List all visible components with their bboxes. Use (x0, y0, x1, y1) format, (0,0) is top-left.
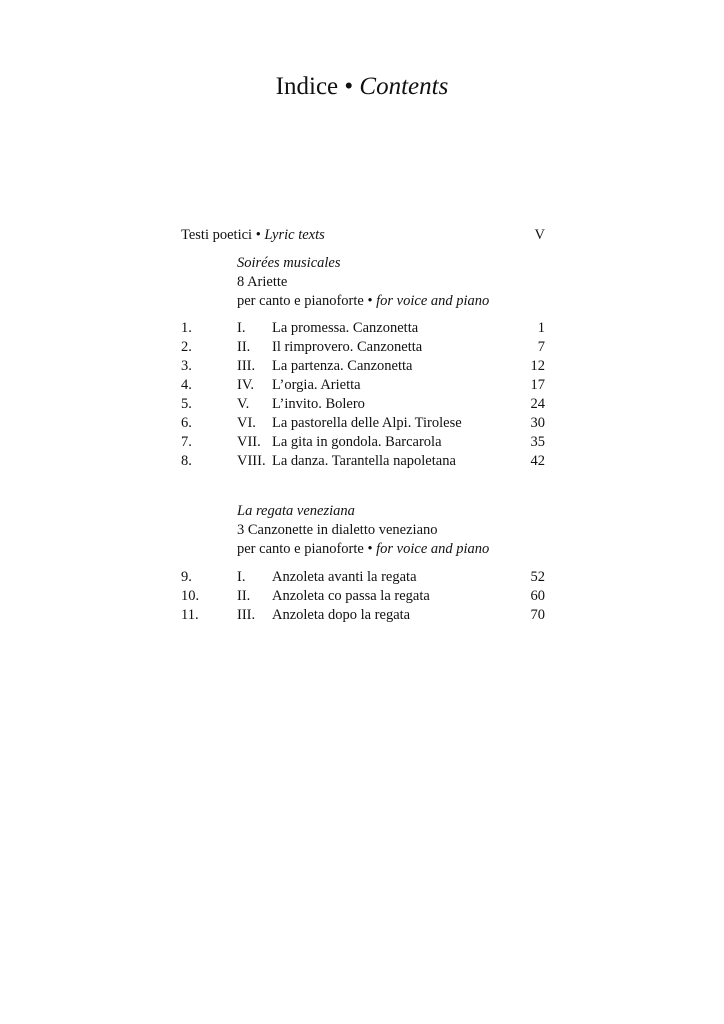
entry-page: 35 (530, 434, 545, 450)
page-title (0, 72, 724, 102)
entry-roman: II. (237, 588, 251, 604)
entry-title: L’orgia. Arietta (272, 377, 361, 393)
entry-number: 10. (181, 588, 200, 604)
toc-entry[interactable] (181, 587, 545, 606)
entry-number: 2. (181, 339, 192, 355)
entry-roman: VII. (237, 434, 261, 450)
entry-roman: II. (237, 339, 251, 355)
entry-roman: V. (237, 396, 250, 412)
toc-entry[interactable] (181, 338, 545, 357)
entry-roman: VI. (237, 415, 256, 431)
page-number: V (534, 227, 545, 243)
toc-entry[interactable] (181, 606, 545, 625)
entry-page: 70 (530, 607, 545, 623)
entry-page: 7 (537, 339, 545, 355)
entry-number: 7. (181, 434, 192, 450)
toc-entry[interactable] (181, 568, 545, 587)
toc-entry[interactable] (181, 376, 545, 395)
section-title: Soirées musicales (237, 255, 341, 271)
entry-number: 11. (181, 607, 199, 623)
instrumentation-en: for voice and piano (376, 293, 490, 309)
entry-title: La pastorella delle Alpi. Tirolese (272, 415, 462, 431)
section-subtitle: 8 Ariette (237, 274, 288, 290)
instrumentation-separator: • (367, 293, 373, 309)
toc-entry[interactable] (181, 395, 545, 414)
entry-roman: I. (237, 569, 246, 585)
toc-entry[interactable] (181, 357, 545, 376)
entry-title: La partenza. Canzonetta (272, 358, 413, 374)
instrumentation-separator: • (367, 541, 373, 557)
toc-entry-lyric-texts[interactable] (181, 226, 545, 245)
entry-number: 1. (181, 320, 192, 336)
entry-title: La gita in gondola. Barcarola (272, 434, 442, 450)
instrumentation-it: per canto e pianoforte (237, 541, 364, 557)
entry-number: 4. (181, 377, 192, 393)
entry-title: Anzoleta dopo la regata (272, 607, 411, 623)
section-subtitle: 3 Canzonette in dialetto veneziano (237, 522, 438, 538)
entry-number: 9. (181, 569, 192, 585)
lyric-texts-label: Testi poetici (181, 227, 253, 243)
entry-page: 30 (530, 415, 545, 431)
entry-title: La promessa. Canzonetta (272, 320, 419, 336)
entry-page: 42 (530, 453, 545, 469)
entry-title: Anzoleta avanti la regata (272, 569, 417, 585)
instrumentation-it: per canto e pianoforte (237, 293, 364, 309)
entry-roman: VIII. (237, 453, 266, 469)
lyric-texts-label-en: Lyric texts (264, 227, 325, 243)
entry-roman: III. (237, 358, 256, 374)
entry-page: 12 (530, 358, 545, 374)
section-instrumentation (237, 540, 489, 559)
entry-roman: III. (237, 607, 256, 623)
entry-page: 17 (530, 377, 545, 393)
instrumentation-en: for voice and piano (376, 541, 490, 557)
entry-number: 8. (181, 453, 192, 469)
toc-entry[interactable] (181, 414, 545, 433)
entry-roman: IV. (237, 377, 255, 393)
lyric-texts-separator: • (255, 227, 261, 243)
entry-page: 1 (537, 320, 545, 336)
title-separator: • (344, 73, 354, 100)
toc-entry[interactable] (181, 433, 545, 452)
entry-number: 5. (181, 396, 192, 412)
page-title-en: Contents (359, 73, 449, 100)
entry-page: 60 (530, 588, 545, 604)
entry-number: 3. (181, 358, 192, 374)
entry-title: Il rimprovero. Canzonetta (272, 339, 423, 355)
entry-title: Anzoleta co passa la regata (272, 588, 430, 604)
section-instrumentation (237, 292, 489, 311)
entry-page: 24 (530, 396, 545, 412)
section-title: La regata veneziana (237, 503, 355, 519)
toc-entry[interactable] (181, 452, 545, 471)
page-title-it: Indice (275, 73, 339, 100)
entry-number: 6. (181, 415, 192, 431)
entry-page: 52 (530, 569, 545, 585)
toc-entry[interactable] (181, 319, 545, 338)
entry-title: L’invito. Bolero (272, 396, 365, 412)
entry-roman: I. (237, 320, 246, 336)
entry-title: La danza. Tarantella napoletana (272, 453, 456, 469)
